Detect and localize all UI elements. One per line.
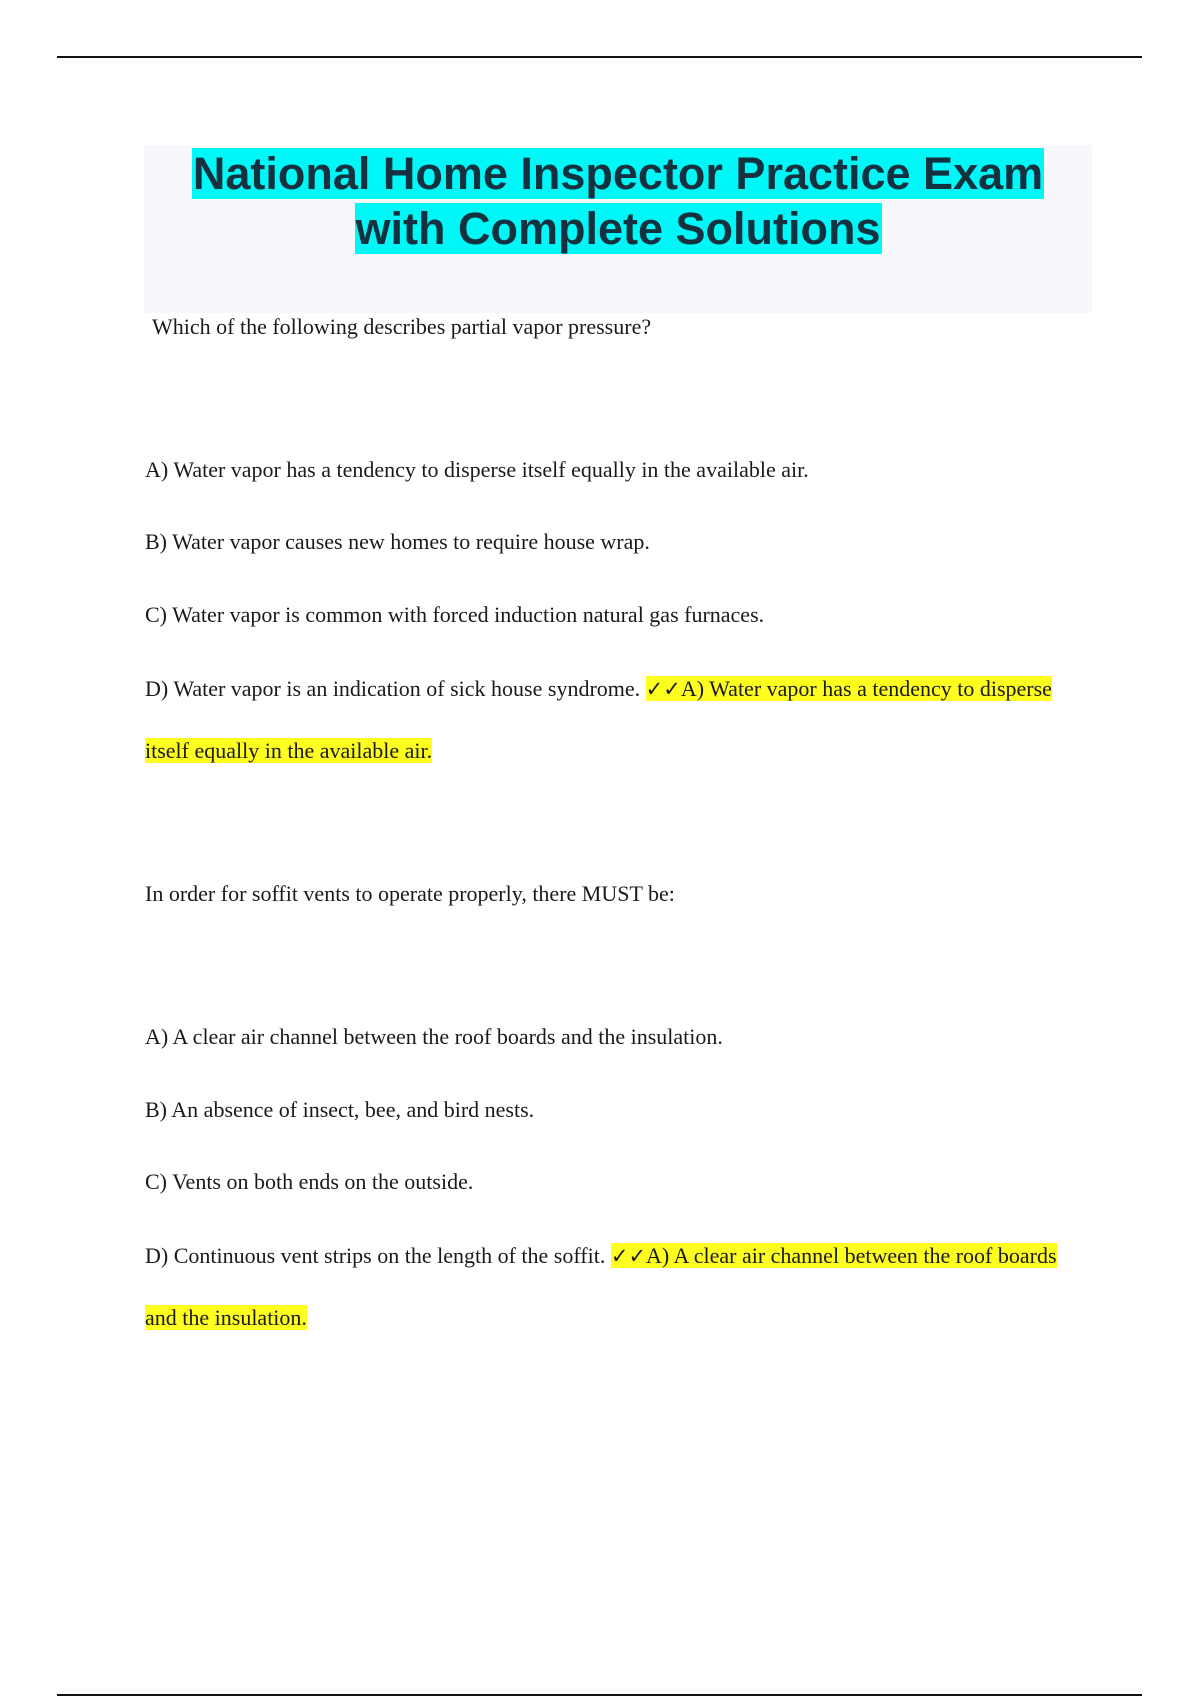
question-1-option-a: A) Water vapor has a tendency to disperse itself equally in the available air. (145, 457, 809, 482)
question-2-option-d: D) Continuous vent strips on the length of the soffit. (145, 1243, 606, 1268)
question-2-answer: ✓✓A) A clear air channel between the roof boards and the insulation. (145, 1243, 1057, 1330)
question-1-option-b: B) Water vapor causes new homes to require house wrap. (145, 529, 650, 554)
question-2-option-d-with-answer (145, 1225, 1085, 1348)
question-1-option-c: C) Water vapor is common with forced induction natural gas furnaces. (145, 602, 765, 627)
top-rule (57, 56, 1142, 58)
question-2-option-a: A) A clear air channel between the roof boards and the insulation. (145, 1024, 723, 1049)
question-2-prompt: In order for soffit vents to operate properly, there MUST be: (145, 881, 675, 906)
question-2-option-b: B) An absence of insect, bee, and bird nests. (145, 1097, 535, 1122)
bottom-rule (57, 1694, 1142, 1696)
question-1-option-d: D) Water vapor is an indication of sick house syndrome. (145, 676, 641, 701)
page-title (144, 146, 1092, 256)
question-2-option-c: C) Vents on both ends on the outside. (145, 1169, 474, 1194)
question-1-option-d-with-answer (145, 658, 1085, 781)
title-line-1: National Home Inspector Practice Exam (192, 148, 1044, 199)
question-1-answer: ✓✓A) Water vapor has a tendency to disperse itself equally in the available air. (145, 676, 1052, 763)
question-2-check-icon: ✓✓ (610, 1244, 647, 1268)
question-1-prompt: Which of the following describes partial vapor pressure? (152, 314, 652, 339)
title-line-2: with Complete Solutions (355, 203, 881, 254)
question-1-check-icon: ✓✓ (645, 677, 681, 701)
